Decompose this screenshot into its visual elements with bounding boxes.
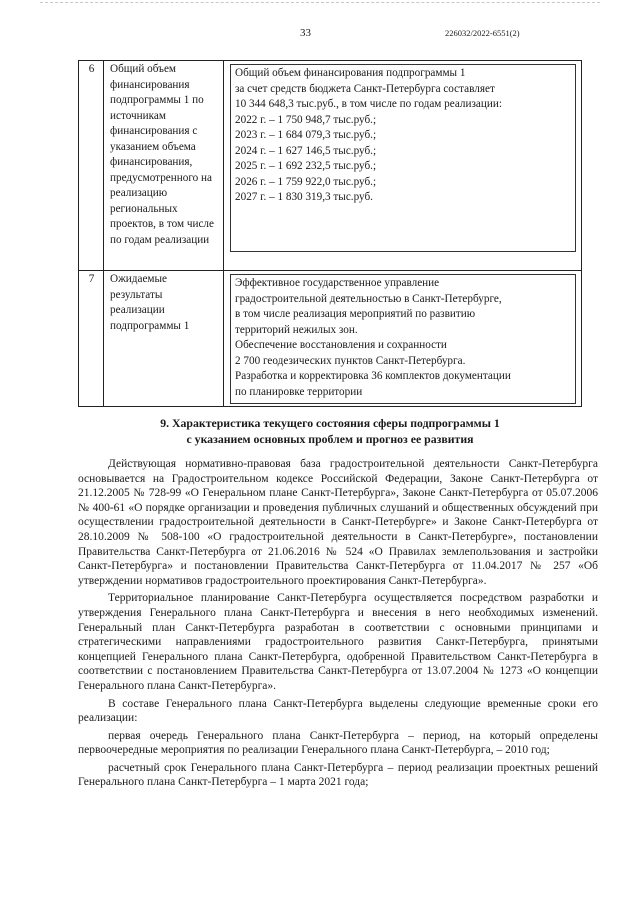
paragraph: расчетный срок Генерального плана Санкт-Петербурга – период реализации проектных решений Генерального плана Санкт-Петербурга – 1 марта 2021 года;	[78, 761, 598, 789]
row-value	[224, 271, 582, 407]
row-label: Общий объем финансирования подпрограммы 1 по источникам финансирования с указанием объема финансирования, предусмотренного на реализацию региональных проектов, в том числе по годам реализации	[104, 61, 224, 271]
table-row	[79, 271, 582, 407]
section-heading-line: с указанием основных проблем и прогноз ее развития	[186, 431, 474, 446]
value-line: за счет средств бюджета Санкт-Петербурга составляет	[235, 82, 495, 95]
row-label: Ожидаемые результаты реализации подпрограммы 1	[104, 271, 224, 407]
page-number: 33	[300, 27, 311, 39]
value-line: 10 344 648,3 тыс.руб., в том числе по годам реализации:	[235, 98, 502, 110]
section-heading	[78, 416, 582, 447]
value-line: градостроительной деятельностью в Санкт-Петербурге,	[235, 292, 502, 305]
value-line: Обеспечение восстановления и сохранности	[235, 339, 447, 351]
value-line: по планировке территории	[235, 385, 363, 398]
paragraph: Действующая нормативно-правовая база градостроительной деятельности Санкт-Петербурга основывается на Градостроительном кодексе Российской Федерации, Законе Санкт-Петербурга от 21.12.2005 № 728-99 «О Генеральном плане Санкт-Петербурга», Законе Санкт-Петербурга от 05.07.2006 № 400-61 «О порядке организации и проведения публичных слушаний и общественных обсуждений при осуществлении градостроительной деятельности в Санкт-Петербурге» и Законе Санкт-Петербурга от 28.10.2009 № 508-100 «О градостроительной деятельности в Санкт-Петербурге», постановлении Правительства Санкт-Петербурга от 21.06.2016 № 524 «О Правилах землепользования и застройки Санкт-Петербурга» и постановлении Правительства Санкт-Петербурга от 11.04.2017 № 257 «Об утверждении нормативов градостроительного проектирования Санкт-Петербурга».	[78, 458, 598, 587]
row-number: 7	[79, 271, 104, 407]
value-line: в том числе реализация мероприятий по развитию	[235, 308, 476, 320]
row-value	[224, 61, 582, 271]
value-line: территорий нежилых зон.	[235, 323, 358, 336]
document-code: 226032/2022-6551(2)	[445, 28, 520, 38]
results-box	[230, 274, 576, 404]
section-heading-line: 9. Характеристика текущего состояния сферы подпрограммы 1	[160, 416, 500, 430]
value-line: Общий объем финансирования подпрограммы 1	[235, 67, 466, 79]
value-line: Разработка и корректировка 36 комплектов документации	[235, 370, 511, 382]
value-line: 2027 г. – 1 830 319,3 тыс.руб.	[235, 191, 373, 203]
value-line: 2026 г. – 1 759 922,0 тыс.руб.;	[235, 175, 377, 188]
row-number: 6	[79, 61, 104, 271]
value-line: 2 700 геодезических пунктов Санкт-Петербурга.	[235, 354, 466, 367]
paragraph: В составе Генерального плана Санкт-Петербурга выделены следующие временные сроки его реализации:	[78, 697, 598, 725]
paragraph: первая очередь Генерального плана Санкт-Петербурга – период, на который определены первоочередные мероприятия по реализации Генерального плана Санкт-Петербурга, – 2010 год;	[78, 729, 598, 757]
financing-box	[230, 64, 576, 252]
top-scan-line	[40, 2, 600, 3]
table-row	[79, 61, 582, 271]
paragraph: Территориальное планирование Санкт-Петербурга осуществляется посредством разработки и утверждения Генерального плана Санкт-Петербурга и внесения в него необходимых изменений. Генеральный план Санкт-Петербурга разработан в соответствии с основными принципами и стратегическими направлениями градостроительного развития Санкт-Петербурга, принятыми концепцией Генерального плана Санкт-Петербурга, одобренной Правительством Санкт-Петербурга в соответствии с постановлением Правительства Санкт-Петербурга от 13.07.2004 № 1273 «О концепции Генерального плана Санкт-Петербурга».	[78, 592, 598, 692]
value-line: Эффективное государственное управление	[235, 277, 440, 289]
value-line: 2022 г. – 1 750 948,7 тыс.руб.;	[235, 113, 377, 126]
value-line: 2024 г. – 1 627 146,5 тыс.руб.;	[235, 144, 377, 157]
value-line: 2025 г. – 1 692 232,5 тыс.руб.;	[235, 160, 377, 172]
section-body	[78, 457, 598, 793]
subprogram-passport-table	[78, 60, 582, 407]
value-line: 2023 г. – 1 684 079,3 тыс.руб.;	[235, 129, 377, 141]
